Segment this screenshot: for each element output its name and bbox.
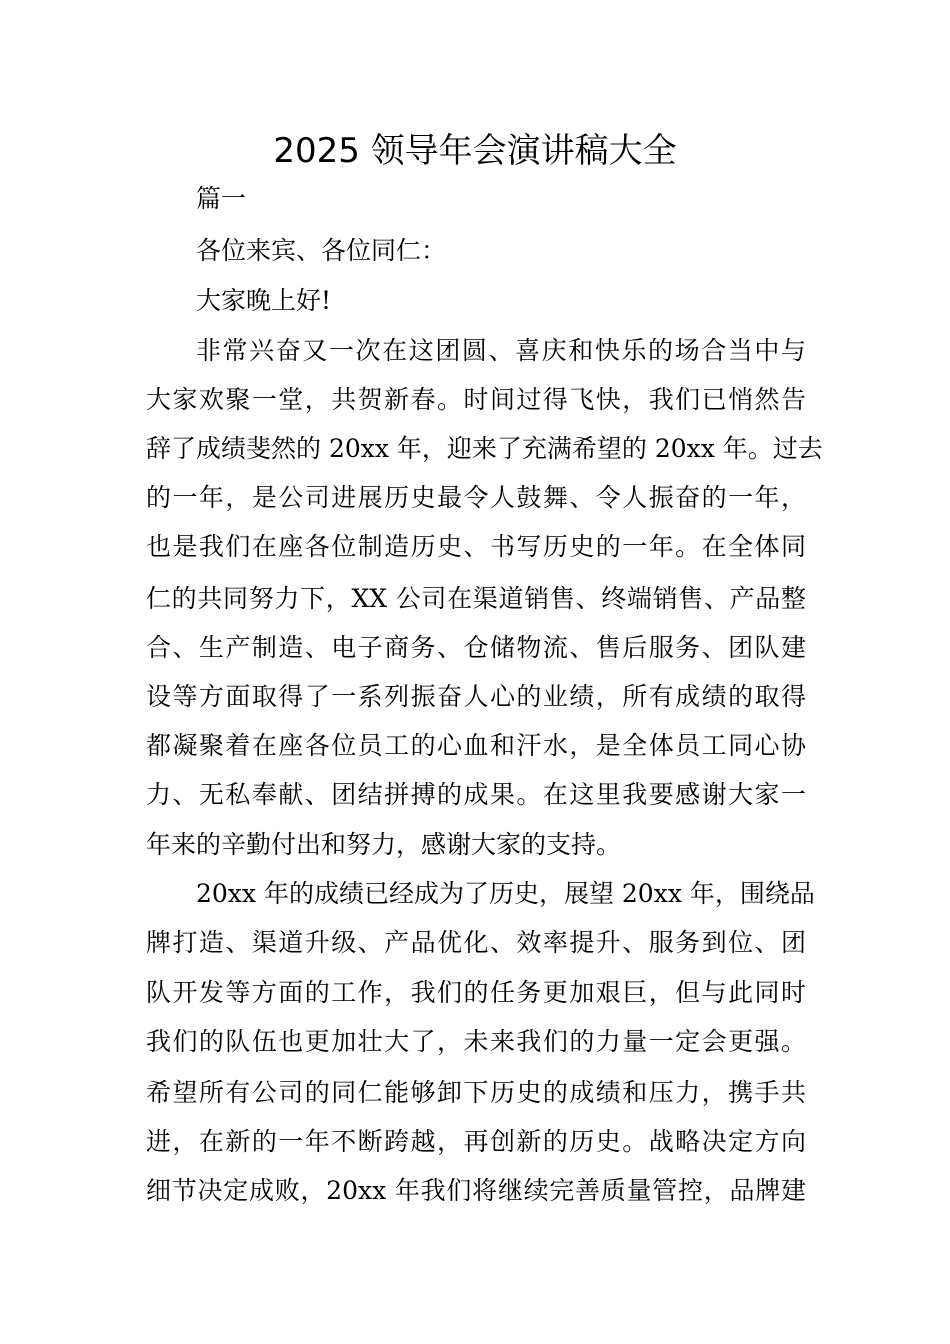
paragraph-line: 牌打造、渠道升级、产品优化、效率提升、服务到位、团 <box>146 928 806 957</box>
paragraph-line: 年来的辛勤付出和努力，感谢大家的支持。 <box>146 830 622 859</box>
paragraph-line: 非常兴奋又一次在这团圆、喜庆和快乐的场合当中与 <box>196 336 806 365</box>
paragraph-line: 大家欢聚一堂，共贺新春。时间过得飞快，我们已悄然告 <box>146 385 806 414</box>
paragraph-line: 都凝聚着在座各位员工的心血和汗水，是全体员工同心协 <box>146 731 806 760</box>
paragraph-line: 队开发等方面的工作，我们的任务更加艰巨，但与此同时 <box>146 978 806 1007</box>
document-title: 2025 领导年会演讲稿大全 <box>273 131 677 171</box>
paragraph-line: 也是我们在座各位制造历史、书写历史的一年。在全体同 <box>146 532 806 561</box>
paragraph-line: 辞了成绩斐然的 20xx 年，迎来了充满希望的 20xx 年。过去 <box>146 434 823 463</box>
paragraph-line: 细节决定成败，20xx 年我们将继续完善质量管控，品牌建 <box>146 1176 806 1205</box>
paragraph-line: 希望所有公司的同仁能够卸下历史的成绩和压力，携手共 <box>146 1078 806 1107</box>
section-heading: 篇一 <box>196 184 247 213</box>
greeting-line: 大家晚上好! <box>196 286 332 315</box>
paragraph-line: 合、生产制造、电子商务、仓储物流、售后服务、团队建 <box>146 633 806 662</box>
paragraph-line: 进，在新的一年不断跨越，再创新的历史。战略决定方向 <box>146 1127 806 1156</box>
paragraph-line: 设等方面取得了一系列振奋人心的业绩，所有成绩的取得 <box>146 682 806 711</box>
paragraph-line: 我们的队伍也更加壮大了，未来我们的力量一定会更强。 <box>146 1027 806 1056</box>
salutation-line: 各位来宾、各位同仁： <box>196 236 447 265</box>
paragraph-line: 力、无私奉献、团结拼搏的成果。在这里我要感谢大家一 <box>146 780 806 809</box>
paragraph-line: 20xx 年的成绩已经成为了历史，展望 20xx 年，围绕品 <box>196 879 815 908</box>
paragraph-line: 仁的共同努力下，XX 公司在渠道销售、终端销售、产品整 <box>146 584 806 613</box>
paragraph-line: 的一年，是公司进展历史最令人鼓舞、令人振奋的一年， <box>146 483 806 512</box>
